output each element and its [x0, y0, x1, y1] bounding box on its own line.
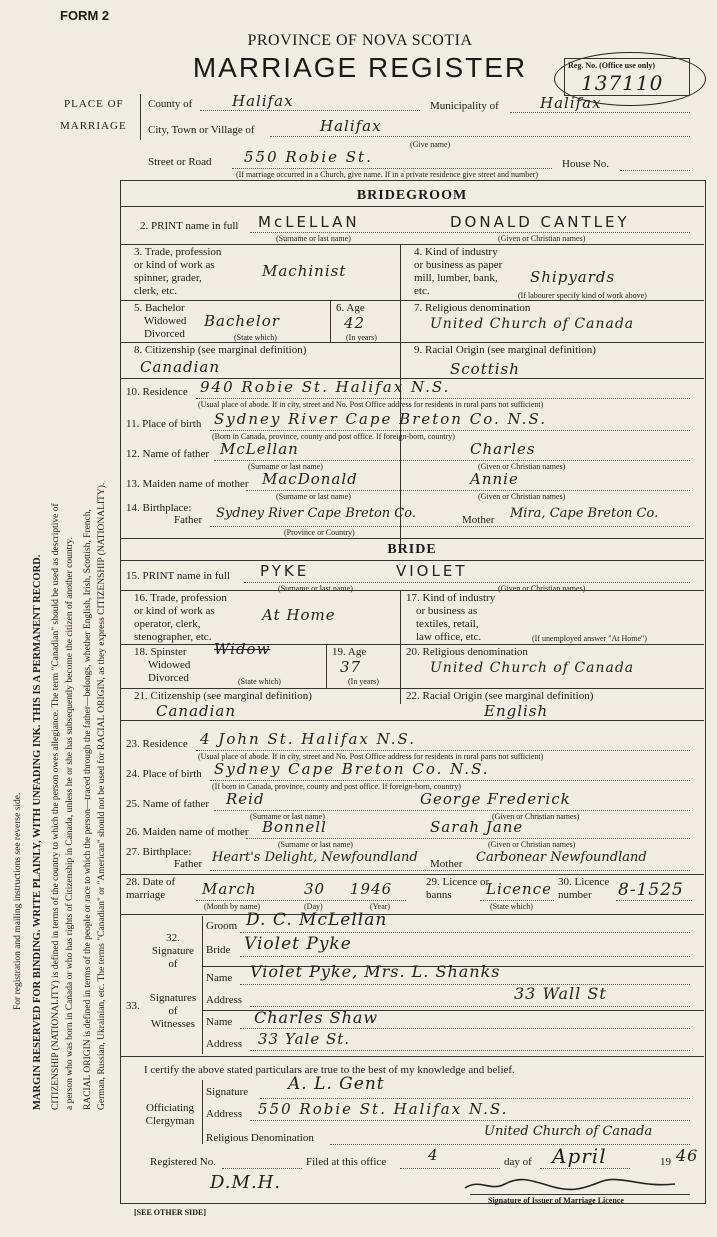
rule	[210, 780, 690, 781]
witness1-name-label: Name	[206, 972, 233, 984]
clergy-religion: United Church of Canada	[484, 1124, 653, 1139]
see-other-side: [SEE OTHER SIDE]	[134, 1208, 207, 1217]
bride-mother-surname: Bonnell	[262, 818, 327, 836]
licence-no-value: 8-1525	[618, 880, 684, 900]
rule	[196, 900, 406, 901]
reg-number-value: 137110	[581, 71, 664, 95]
groom-citizenship: Canadian	[140, 358, 221, 376]
clergy-address-label: Address	[206, 1108, 243, 1120]
municipality-value: Halifax	[540, 94, 602, 112]
rule	[120, 874, 704, 875]
groom-birth-label: 11. Place of birth	[126, 418, 202, 430]
sidebar-line-1: For registration and mailing instructions see reverse side.	[13, 792, 23, 1010]
bride-father-label: 25. Name of father	[126, 798, 210, 810]
groom-residence-note: (Usual place of abode. If in city, street and No. Post Office address for residents in rural parts not sufficient)	[198, 400, 544, 409]
city-value: Halifax	[320, 117, 382, 135]
bride-status-label	[134, 646, 190, 685]
witness2-address-label: Address	[206, 1038, 243, 1050]
licence-value: Licence	[486, 880, 552, 898]
witness2-name-label: Name	[206, 1016, 233, 1028]
rule	[120, 720, 704, 721]
witness2-address: 33 Yale St.	[258, 1030, 351, 1048]
county-value: Halifax	[232, 92, 294, 110]
rule	[120, 644, 704, 645]
label-line: Widowed	[144, 315, 187, 327]
given-note: (Given or Christian names)	[488, 840, 576, 849]
groom-residence: 940 Robie St. Halifax N.S.	[200, 378, 451, 396]
bride-mother-given: Sarah Jane	[430, 818, 524, 836]
clergy-religion-label: Religious Denomination	[206, 1132, 314, 1144]
bride-trade: At Home	[262, 606, 336, 624]
label-line: stenographer, etc.	[134, 631, 212, 643]
rule	[210, 430, 690, 431]
bride-industry-label	[406, 592, 495, 644]
rule	[400, 244, 401, 548]
bride-father-bp-label: Father	[174, 858, 203, 870]
rule	[214, 460, 690, 461]
groom-birth: Sydney River Cape Breton Co. N.S.	[214, 410, 547, 428]
given-note: (Given or Christian names)	[478, 462, 566, 471]
groom-birthplace-label: 14. Birthplace:	[126, 502, 192, 514]
city-line	[270, 136, 690, 137]
signature-scribble-icon	[460, 1176, 680, 1194]
bride-mother-bp: Carbonear Newfoundland	[476, 850, 647, 865]
month-note: (Month by name)	[204, 902, 260, 911]
groom-industry-note: (If labourer specify kind of work above)	[518, 291, 647, 300]
rule	[240, 984, 690, 985]
place-label-1: PLACE OF	[64, 98, 124, 110]
issuer-note: Signature of Issuer of Marriage Licence	[488, 1196, 624, 1205]
clergy-address: 550 Robie St. Halifax N.S.	[258, 1100, 509, 1118]
label-line: Widowed	[148, 659, 191, 671]
groom-birth-note: (Born in Canada, province, county and post office. If foreign-born, country)	[212, 432, 455, 441]
label-line: 18. Spinster	[134, 646, 187, 658]
page-title: MARRIAGE REGISTER	[192, 52, 528, 83]
licence-no-label: 30. Licence number	[558, 876, 610, 901]
groom-print-label: 2. PRINT name in full	[140, 220, 239, 232]
street-value: 550 Robie St.	[244, 148, 373, 166]
house-line	[620, 170, 690, 171]
bride-section-title: BRIDE	[387, 542, 437, 557]
rule	[250, 1006, 690, 1007]
reg-number-label: Reg. No. (Office use only)	[568, 61, 656, 70]
groom-citizenship-label: 8. Citizenship (see marginal definition)	[134, 344, 307, 356]
clergy-signature: A. L. Gent	[288, 1074, 385, 1094]
label-line: or kind of work as	[134, 605, 215, 617]
rule	[260, 1098, 690, 1099]
county-line	[200, 110, 420, 111]
groom-father-label: 12. Name of father	[126, 448, 210, 460]
groom-given-note: (Given or Christian names)	[498, 234, 586, 243]
label-line: 4. Kind of industry	[414, 246, 498, 258]
groom-prov-note: (Province or Country)	[284, 528, 355, 537]
rule	[326, 644, 327, 688]
rule	[120, 538, 704, 539]
rule	[250, 232, 690, 233]
label-line: Divorced	[148, 672, 189, 684]
bride-age-label: 19. Age	[332, 646, 367, 658]
bride-birth-note: (If born in Canada, province, county and post office. If foreign-born, country)	[212, 782, 461, 791]
bride-birth: Sydney Cape Breton Co. N.S.	[214, 760, 490, 778]
municipality-line	[510, 112, 690, 113]
rule	[240, 956, 690, 957]
rule	[616, 900, 692, 901]
form-number: FORM 2	[60, 8, 110, 23]
bride-sig-label: Bride	[206, 944, 231, 956]
witness1-name: Violet Pyke, Mrs. L. Shanks	[250, 962, 501, 981]
rule	[246, 490, 690, 491]
bride-mother-label: 26. Maiden name of mother	[126, 826, 249, 838]
clergy-label: Officiating Clergyman	[145, 1102, 195, 1127]
label-line: clerk, etc.	[134, 285, 178, 297]
groom-mother-label: 13. Maiden name of mother	[126, 478, 249, 490]
rule	[210, 526, 690, 527]
day-note: (Day)	[304, 902, 323, 911]
date-label: 28. Date of marriage	[126, 876, 176, 901]
label-line: spinner, grader,	[134, 272, 202, 284]
municipality-label: Municipality of	[430, 100, 499, 112]
certify-text: I certify the above stated particulars are true to the best of my knowledge and belief.	[144, 1064, 515, 1076]
marriage-year: 1946	[350, 880, 393, 898]
bride-citizenship: Canadian	[156, 702, 237, 720]
label-line: or business as paper	[414, 259, 503, 271]
rule	[244, 582, 690, 583]
groom-religion: United Church of Canada	[430, 316, 635, 332]
bride-given: VIOLET	[396, 562, 468, 580]
groom-mother-surname: MacDonald	[262, 470, 358, 488]
bride-father-surname: Reid	[226, 790, 265, 808]
bride-surname: PYKE	[260, 562, 310, 580]
street-note: (If marriage occurred in a Church, give name. If in a private residence give street and number)	[236, 170, 539, 179]
label-line: mill, lumber, bank,	[414, 272, 498, 284]
province-heading: PROVINCE OF NOVA SCOTIA	[247, 32, 473, 49]
sidebar-line-2: MARGIN RESERVED FOR BINDING. WRITE PLAINLY, WITH UNFADING INK. THIS IS A PERMANENT RECORD.	[32, 554, 43, 1110]
rule	[240, 1028, 690, 1029]
bride-birth-label: 24. Place of birth	[126, 768, 202, 780]
witness-number: 33.	[126, 1000, 140, 1012]
witness1-address-label: Address	[206, 994, 243, 1006]
rule	[540, 1168, 630, 1169]
signature-of-label: 32. Signature of	[151, 932, 195, 970]
reg-number-box	[564, 58, 690, 96]
witness-label: Signatures of Witnesses	[149, 992, 197, 1030]
filed-year: 46	[676, 1146, 699, 1165]
witness1-address: 33 Wall St	[514, 984, 607, 1003]
groom-mother-bp: Mira, Cape Breton Co.	[510, 506, 659, 521]
rule	[250, 1120, 690, 1121]
label-line: 16. Trade, profession	[134, 592, 227, 604]
groom-racial-label: 9. Racial Origin (see marginal definition)	[414, 344, 596, 356]
bride-industry-note: (If unemployed answer "At Home")	[532, 634, 647, 643]
groom-in-years: (In years)	[346, 333, 377, 342]
groom-given: DONALD CANTLEY	[450, 213, 630, 231]
rule	[120, 590, 704, 591]
sidebar-line-3: CITIZENSHIP (NATIONALITY) is defined in terms of the country to which the person owes allegiance. The term "Canadian" should be used as descriptive of	[51, 503, 61, 1110]
label-line: etc.	[414, 285, 430, 297]
rule	[202, 916, 203, 968]
rule	[330, 1144, 690, 1145]
surname-note: (Surname or last name)	[248, 462, 323, 471]
groom-father-bp-label: Father	[174, 514, 203, 526]
groom-status: Bachelor	[204, 312, 280, 330]
groom-status-label	[134, 302, 186, 341]
marriage-day: 30	[304, 880, 326, 898]
bride-state-which: (State which)	[238, 677, 281, 686]
sidebar-line-5: RACIAL ORIGIN is defined in terms of the people or race to which the person—traced through the father—belongs, whether English, Irish, Scottish, French,	[83, 509, 93, 1110]
issuer-signature-mark	[460, 1176, 680, 1194]
marriage-month: March	[202, 880, 257, 898]
rule	[120, 244, 704, 245]
rule	[222, 1168, 302, 1169]
groom-mother-given: Annie	[470, 470, 519, 488]
rule	[120, 688, 704, 689]
bride-religion: United Church of Canada	[430, 660, 635, 676]
groom-trade: Machinist	[262, 262, 347, 280]
groom-age-label: 6. Age	[336, 302, 365, 314]
rule	[120, 300, 704, 301]
groom-mother-bp-label: Mother	[462, 514, 495, 526]
rule	[400, 590, 401, 704]
label-line: 3. Trade, profession	[134, 246, 222, 258]
filed-month: April	[552, 1144, 607, 1168]
groom-industry: Shipyards	[530, 268, 616, 286]
clergy-sig-label: Signature	[206, 1086, 249, 1098]
label-line: 17. Kind of industry	[406, 592, 496, 604]
groom-surname: McLELLAN	[258, 213, 360, 231]
bride-religion-label: 20. Religious denomination	[406, 646, 528, 658]
bride-residence-note: (Usual place of abode. If in city, street and No. Post Office address for residents in rural parts not sufficient)	[198, 752, 544, 761]
surname-note: (Surname or last name)	[250, 812, 325, 821]
street-label: Street or Road	[148, 156, 212, 168]
place-bracket	[140, 94, 141, 140]
rule	[196, 398, 690, 399]
groom-father-bp: Sydney River Cape Breton Co.	[216, 506, 416, 521]
bride-racial-label: 22. Racial Origin (see marginal definition)	[406, 690, 594, 702]
groom-residence-label: 10. Residence	[126, 386, 188, 398]
street-line	[232, 168, 552, 169]
groom-industry-label	[414, 246, 502, 298]
filed-label: Filed at this office	[306, 1156, 387, 1168]
bride-signature: Violet Pyke	[244, 934, 352, 954]
groom-racial: Scottish	[450, 360, 520, 378]
bride-in-years: (In years)	[348, 677, 379, 686]
bride-surname-note: (Surname or last name)	[278, 584, 353, 593]
rule	[240, 932, 690, 933]
sidebar-line-4: a person who was born in Canada or who has rights of Citizenship in Canada, unless he or she has subsequently become the citizen of another country.	[65, 537, 75, 1110]
bride-trade-label	[134, 592, 227, 644]
surname-note: (Surname or last name)	[278, 840, 353, 849]
rule	[214, 810, 690, 811]
groom-age: 42	[344, 314, 366, 332]
rule	[480, 900, 554, 901]
bride-father-bp: Heart's Delight, Newfoundland	[212, 850, 418, 865]
rule	[250, 1050, 690, 1051]
registrar-initials: D.M.H.	[210, 1172, 282, 1193]
bride-racial: English	[484, 702, 549, 720]
label-line: law office, etc.	[416, 631, 482, 643]
house-label: House No.	[562, 158, 610, 170]
bride-print-label: 15. PRINT name in full	[126, 570, 230, 582]
rule	[246, 838, 690, 839]
rule	[400, 1168, 500, 1169]
rule	[196, 750, 690, 751]
bride-residence: 4 John St. Halifax N.S.	[200, 730, 417, 748]
bride-birthplace-label: 27. Birthplace:	[126, 846, 192, 858]
label-line: Divorced	[144, 328, 185, 340]
bride-father-given: George Frederick	[420, 790, 571, 808]
bride-citizenship-label: 21. Citizenship (see marginal definition)	[134, 690, 312, 702]
label-line: 5. Bachelor	[134, 302, 185, 314]
licence-note: (State which)	[490, 902, 533, 911]
year-note: (Year)	[370, 902, 391, 911]
bride-status: Widow	[214, 640, 271, 658]
rule	[202, 1080, 203, 1144]
rule	[120, 342, 704, 343]
year-prefix: 19	[660, 1156, 671, 1168]
groom-state-which: (State which)	[234, 333, 277, 342]
place-label-2: MARRIAGE	[60, 120, 127, 132]
rule	[120, 206, 704, 207]
groom-sig-label: Groom	[206, 920, 238, 932]
give-name-note: (Give name)	[410, 140, 451, 149]
bride-mother-bp-label: Mother	[430, 858, 463, 870]
groom-trade-label	[134, 246, 221, 298]
sidebar-line-6: German, Russian, Ukrainian, etc. The terms "Canadian" or "American" should not be used for RACIAL ORIGIN, as they express CITIZENSHIP (NATIONALITY).	[97, 482, 107, 1110]
groom-father-surname: McLellan	[220, 440, 299, 458]
given-note: (Given or Christian names)	[492, 812, 580, 821]
rule	[120, 1056, 704, 1057]
registered-label: Registered No.	[150, 1156, 216, 1168]
label-line: textiles, retail,	[416, 618, 479, 630]
rule	[330, 300, 331, 342]
groom-signature: D. C. McLellan	[246, 910, 388, 930]
surname-note: (Surname or last name)	[276, 492, 351, 501]
county-label: County of	[148, 98, 193, 110]
label-line: operator, clerk,	[134, 618, 201, 630]
bride-given-note: (Given or Christian names)	[498, 584, 586, 593]
licence-label: 29. Licence or banns	[426, 876, 490, 901]
filed-day: 4	[428, 1146, 439, 1164]
given-note: (Given or Christian names)	[478, 492, 566, 501]
groom-surname-note: (Surname or last name)	[276, 234, 351, 243]
bride-age: 37	[340, 658, 362, 676]
groom-section-title: BRIDEGROOM	[356, 188, 468, 203]
city-label: City, Town or Village of	[148, 124, 255, 136]
label-line: or business as	[416, 605, 478, 617]
groom-father-given: Charles	[470, 440, 536, 458]
day-of-label: day of	[504, 1156, 532, 1168]
rule	[120, 560, 704, 561]
rule	[120, 914, 704, 915]
bride-residence-label: 23. Residence	[126, 738, 188, 750]
label-line: or kind of work as	[134, 259, 215, 271]
rule	[470, 1194, 690, 1195]
witness2-name: Charles Shaw	[254, 1008, 379, 1027]
groom-religion-label: 7. Religious denomination	[414, 302, 531, 314]
